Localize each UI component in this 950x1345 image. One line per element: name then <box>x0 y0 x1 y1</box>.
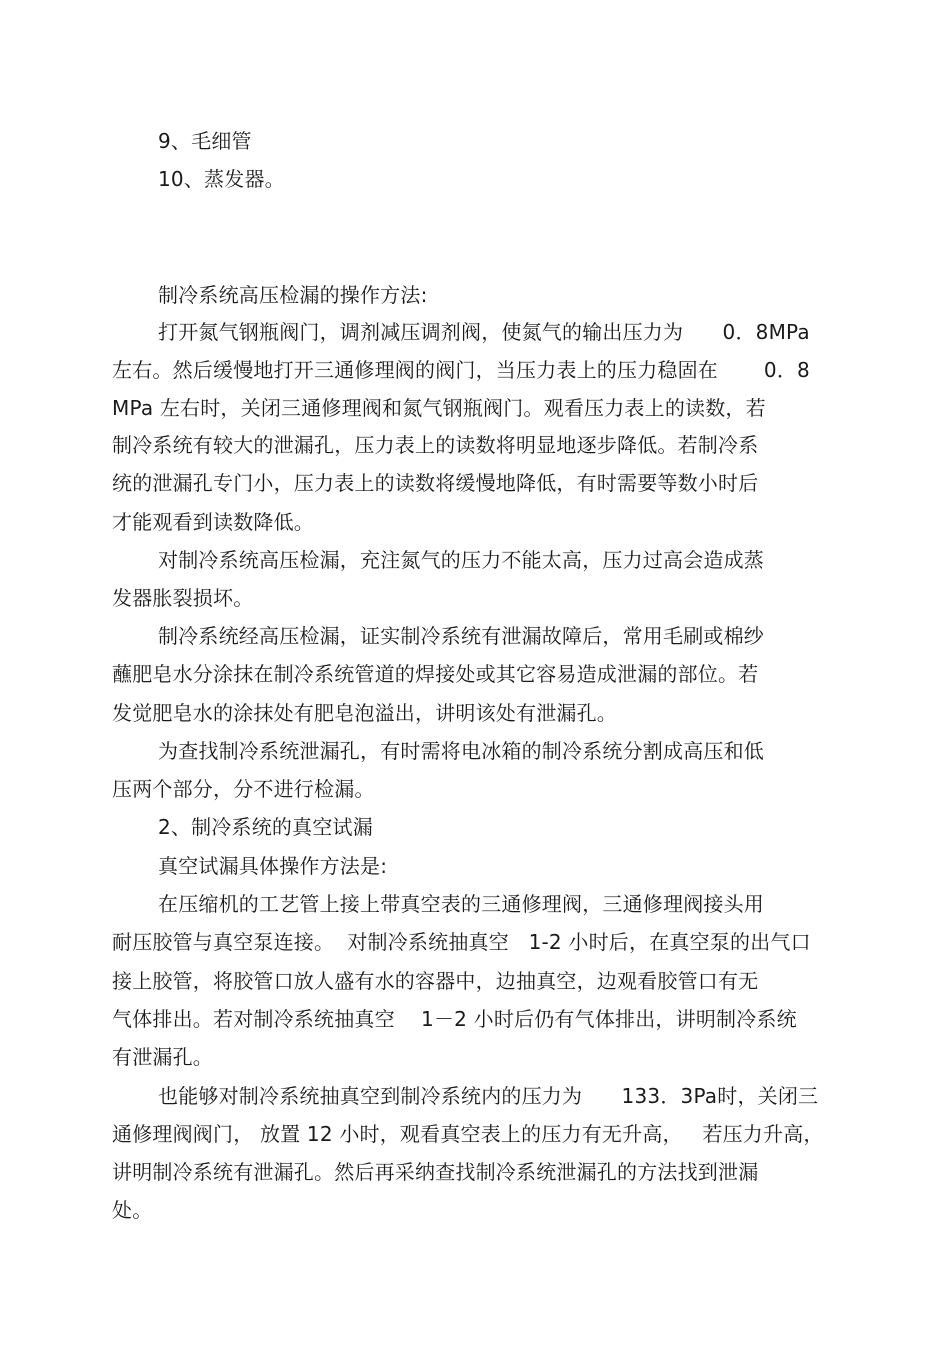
text-line: 统的泄漏孔专门小，压力表上的读数将缓慢地降低，有时需要等数小时后 <box>112 471 759 495</box>
text-line: MPa 左右时，关闭三通修理阀和氮气钢瓶阀门。观看压力表上的读数，若 <box>112 396 766 420</box>
text-line: 发器胀裂损坏。 <box>112 586 254 610</box>
text-line: 制冷系统高压检漏的操作方法: <box>158 283 428 307</box>
text-line: 左右。然后缓慢地打开三通修理阀的阀门，当压力表上的压力稳固在 0．8 <box>112 358 810 382</box>
text-line: 也能够对制冷系统抽真空到制冷系统内的压力为 133．3Pa时，关闭三 <box>158 1084 819 1108</box>
text-line: 压两个部分，分不进行检漏。 <box>112 777 375 801</box>
text-line: 通修理阀阀门， 放置 12 小时，观看真空表上的压力有无升高， 若压力升高， <box>112 1122 824 1146</box>
text-line: 有泄漏孔。 <box>112 1045 213 1069</box>
text-line: 在压缩机的工艺管上接上带真空表的三通修理阀，三通修理阀接头用 <box>158 892 764 916</box>
text-line: 气体排出。若对制冷系统抽真空 1－2 小时后仍有气体排出，讲明制冷系统 <box>112 1007 797 1031</box>
section-heading: 2、制冷系统的真空试漏 <box>158 815 373 839</box>
text-line: 9、毛细管 <box>158 129 252 153</box>
text-line: 为查找制冷系统泄漏孔，有时需将电冰箱的制冷系统分割成高压和低 <box>158 739 764 763</box>
text-line: 10、蒸发器。 <box>158 167 285 191</box>
text-line: 制冷系统有较大的泄漏孔，压力表上的读数将明显地逐步降低。若制冷系 <box>112 433 759 457</box>
text-line: 制冷系统经高压检漏，证实制冷系统有泄漏故障后，常用毛刷或棉纱 <box>158 624 764 648</box>
text-line: 接上胶管，将胶管口放人盛有水的容器中，边抽真空，边观看胶管口有无 <box>112 969 759 993</box>
text-line: 蘸肥皂水分涂抹在制冷系统管道的焊接处或其它容易造成泄漏的部位。若 <box>112 662 759 686</box>
text-line: 真空试漏具体操作方法是: <box>158 854 388 878</box>
text-line: 对制冷系统高压检漏，充注氮气的压力不能太高，压力过高会造成蒸 <box>158 548 764 572</box>
text-line: 发觉肥皂水的涂抹处有肥皂泡溢出，讲明该处有泄漏孔。 <box>112 701 617 725</box>
text-line: 耐压胶管与真空泵连接。 对制冷系统抽真空 1-2 小时后，在真空泵的出气口 <box>112 930 811 954</box>
text-line: 才能观看到读数降低。 <box>112 510 314 534</box>
text-line: 打开氮气钢瓶阀门，调剂减压调剂阀，使氮气的输出压力为 0．8MPa <box>158 320 810 344</box>
text-line: 讲明制冷系统有泄漏孔。然后再采纳查找制冷系统泄漏孔的方法找到泄漏 <box>112 1160 759 1184</box>
text-line: 处。 <box>112 1198 153 1222</box>
